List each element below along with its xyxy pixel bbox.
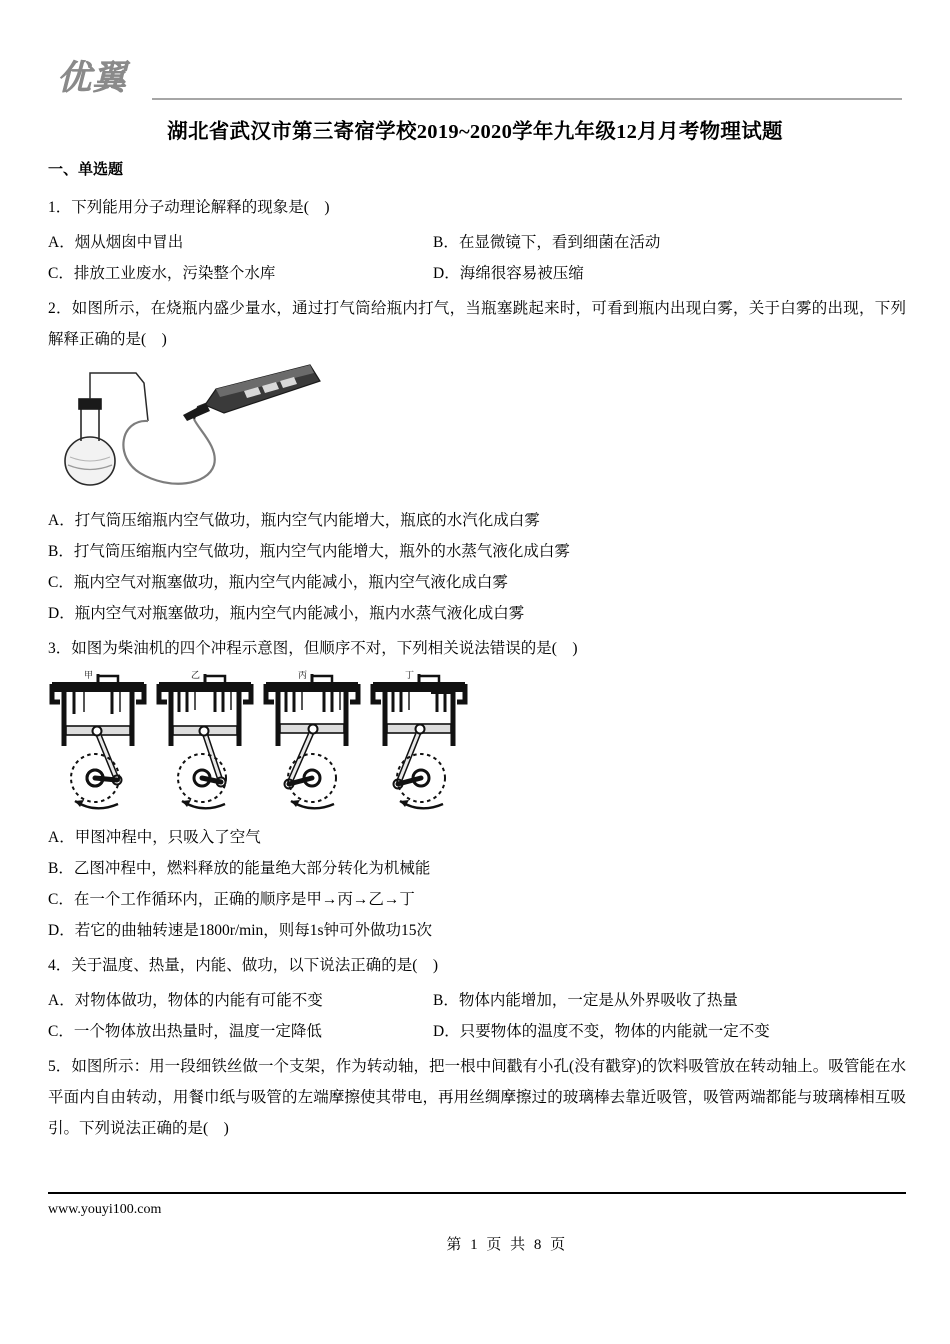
option-grid (48, 227, 906, 289)
option-c[interactable]: C．瓶内空气对瓶塞做功，瓶内空气内能减小，瓶内空气液化成白雾 (48, 574, 508, 591)
option-c[interactable]: C．在一个工作循环内，正确的顺序是甲→丙→乙→丁 (48, 891, 415, 908)
page-title: 湖北省武汉市第三寄宿学校2019~2020学年九年级12月月考物理试题 (167, 121, 783, 143)
svg-text:丁: 丁 (405, 670, 415, 680)
exam-body (48, 158, 906, 1148)
question-stem: 3．如图为柴油机的四个冲程示意图，但顺序不对，下列相关说法错误的是( ) (48, 640, 578, 657)
flask-air-pump-diagram (48, 361, 906, 501)
question-stem: 2．如图所示，在烧瓶内盛少量水，通过打气筒给瓶内打气，当瓶塞跳起来时，可看到瓶内出现白雾，关于白雾的出现，下列解释正确的是( ) (48, 300, 906, 348)
question-5 (48, 1051, 906, 1144)
footer-divider (48, 1192, 906, 1194)
question-2 (48, 293, 906, 629)
logo-text: 优翼 (57, 58, 127, 98)
option-c[interactable]: C．排放工业废水，污染整个水库 (48, 265, 276, 282)
question-stem: 4．关于温度、热量，内能、做功，以下说法正确的是( ) (48, 957, 439, 974)
page-footer (48, 1192, 906, 1254)
page-header (0, 0, 950, 104)
option-d[interactable]: D．瓶内空气对瓶塞做功，瓶内空气内能减小，瓶内水蒸气液化成白雾 (48, 605, 525, 622)
option-d[interactable]: D．只要物体的温度不变，物体的内能就一定不变 (433, 1023, 770, 1040)
option-d[interactable]: D．海绵很容易被压缩 (433, 265, 584, 282)
option-b[interactable]: B．物体内能增加，一定是从外界吸收了热量 (433, 992, 738, 1009)
page-number: 第 1 页 共 8 页 (446, 1237, 568, 1253)
youyi-logo (57, 59, 197, 99)
question-stem: 1．下列能用分子动理论解释的现象是( ) (48, 199, 330, 216)
section-heading: 一、单选题 (48, 162, 124, 178)
option-grid (48, 985, 906, 1047)
question-stem: 5．如图所示：用一段细铁丝做一个支架，作为转动轴，把一根中间戳有小孔(没有戳穿)的饮料吸管放在转动轴上。吸管能在水平面内自由转动，用餐巾纸与吸管的左端摩擦使其带电，再用丝绸摩擦过的玻璃棒去靠近吸管，吸管两端都能与玻璃棒相互吸引。下列说法正确的是( ) (48, 1058, 906, 1137)
svg-text:丙: 丙 (298, 670, 308, 680)
option-a[interactable]: A．烟从烟囱中冒出 (48, 234, 184, 251)
option-a[interactable]: A．打气筒压缩瓶内空气做功，瓶内空气内能增大，瓶底的水汽化成白雾 (48, 512, 540, 529)
option-b[interactable]: B．打气筒压缩瓶内空气做功，瓶内空气内能增大，瓶外的水蒸气液化成白雾 (48, 543, 570, 560)
option-a[interactable]: A．甲图冲程中，只吸入了空气 (48, 829, 261, 846)
option-b[interactable]: B．在显微镜下，看到细菌在活动 (433, 234, 661, 251)
header-divider (152, 98, 902, 100)
svg-text:乙: 乙 (191, 670, 201, 680)
option-a[interactable]: A．对物体做功，物体的内能有可能不变 (48, 992, 323, 1009)
option-b[interactable]: B．乙图冲程中，燃料释放的能量绝大部分转化为机械能 (48, 860, 431, 877)
option-d[interactable]: D．若它的曲轴转速是1800r/min，则每1s钟可外做功15次 (48, 922, 433, 939)
svg-text:甲: 甲 (84, 670, 94, 680)
four-stroke-engine-diagram (48, 668, 906, 818)
question-4 (48, 950, 906, 1047)
question-3 (48, 633, 906, 946)
option-c[interactable]: C．一个物体放出热量时，温度一定降低 (48, 1023, 322, 1040)
question-1 (48, 192, 906, 289)
footer-url[interactable]: www.youyi100.com (48, 1202, 162, 1217)
